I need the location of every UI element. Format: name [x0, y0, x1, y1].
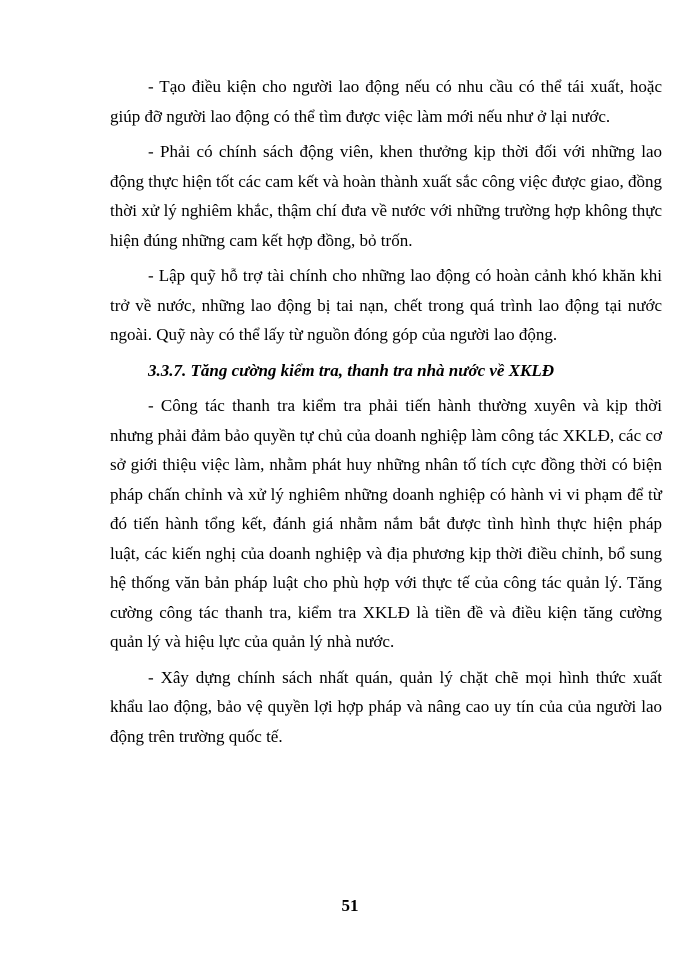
page-number: 51 — [341, 896, 359, 915]
paragraph-inspection: - Công tác thanh tra kiểm tra phải tiến hành thường xuyên và kịp thời nhưng phải đảm bảo quyền tự chủ của doanh nghiệp làm công tác XKLĐ, các cơ sở giới thiệu việc làm, nhằm phát huy những nhân tố tích cực đồng thời có biện pháp chấn chỉnh và xử lý nghiêm những doanh nghiệp có hành vi vi phạm để từ đó tiến hành tổng kết, đánh giá nhằm nắm bắt được tình hình thực hiện pháp luật, các kiến nghị của doanh nghiệp và địa phương kịp thời điều chỉnh, bổ sung hệ thống văn bản pháp luật cho phù hợp với thực tế của công tác quản lý. Tăng cường công tác thanh tra, kiểm tra XKLĐ là tiền đề và điều kiện tăng cường quản lý và hiệu lực của quản lý nhà nước. — [110, 396, 662, 651]
paragraph-incentive-policy: - Phải có chính sách động viên, khen thưởng kịp thời đối với những lao động thực hiện tốt các cam kết và hoàn thành xuất sắc công việc được giao, đồng thời xử lý nghiêm khắc, thậm chí đưa về nước với những trường hợp không thực hiện đúng những cam kết hợp đồng, bỏ trốn. — [110, 142, 662, 250]
page-body — [110, 72, 662, 757]
paragraph-support-fund: - Lập quỹ hỗ trợ tài chính cho những lao động có hoàn cảnh khó khăn khi trở về nước, những lao động bị tai nạn, chết trong quá trình lao động tại nước ngoài. Quỹ này có thể lấy từ nguồn đóng góp của người lao động. — [110, 266, 662, 344]
paragraph-reemployment: - Tạo điều kiện cho người lao động nếu có nhu cầu có thể tái xuất, hoặc giúp đỡ người lao động có thể tìm được việc làm mới nếu như ở lại nước. — [110, 77, 662, 126]
paragraph-consistent-policy: - Xây dựng chính sách nhất quán, quản lý chặt chẽ mọi hình thức xuất khẩu lao động, bảo vệ quyền lợi hợp pháp và nâng cao uy tín của của người lao động trên trường quốc tế. — [110, 667, 662, 746]
section-heading: 3.3.7. Tăng cường kiểm tra, thanh tra nhà nước về XKLĐ — [148, 360, 555, 380]
